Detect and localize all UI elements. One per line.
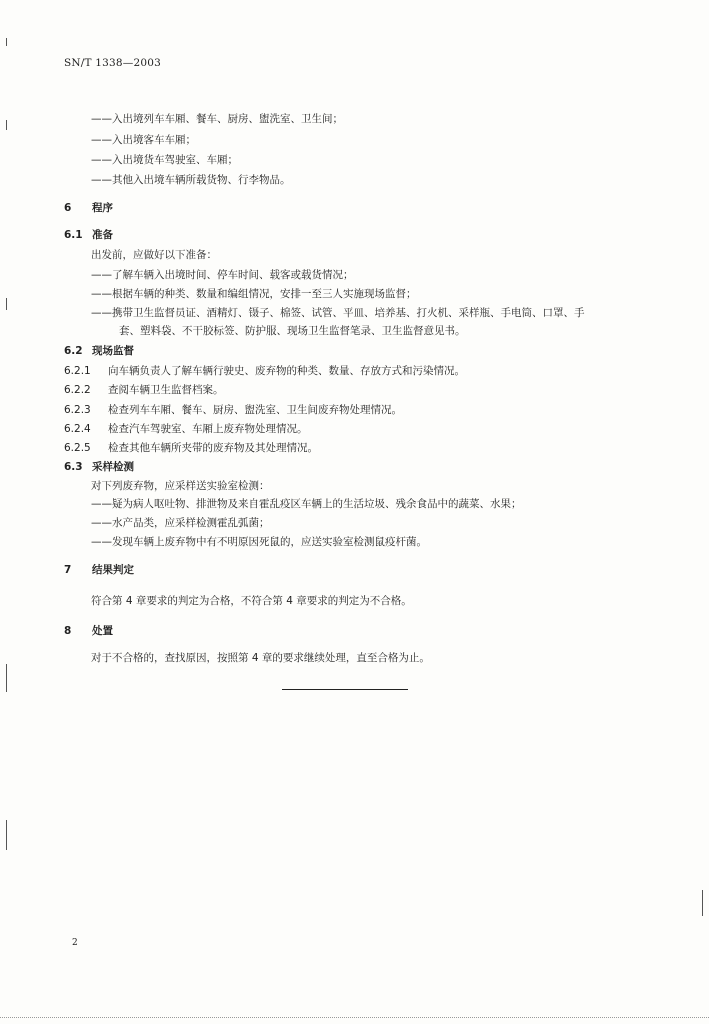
section-number: 8: [64, 625, 72, 637]
clause-number: 6.2.4: [64, 423, 91, 435]
section-title: 结果判定: [92, 564, 134, 576]
clause: [64, 422, 308, 436]
scan-mark: [6, 664, 7, 692]
list-item: ——入出境货车驾驶室、车厢；: [91, 154, 238, 166]
clause-number: 6.2.3: [64, 404, 91, 416]
section-8-heading: [64, 624, 113, 638]
clause-text: 向车辆负责人了解车辆行驶史、废弃物的种类、数量、存放方式和污染情况。: [108, 365, 465, 377]
end-rule: [282, 689, 408, 690]
list-item: ——了解车辆入出境时间、停车时间、载客或载货情况；: [91, 269, 354, 281]
list-item: ——水产品类，应采样检测霍乱弧菌；: [91, 517, 270, 529]
clause-text: 查阅车辆卫生监督档案。: [108, 384, 224, 396]
list-item: ——根据车辆的种类、数量和编组情况，安排一至三人实施现场监督；: [91, 288, 417, 300]
list-item: ——发现车辆上废弃物中有不明原因死鼠的，应送实验室检测鼠疫杆菌。: [91, 536, 427, 548]
section-6-2-heading: [64, 344, 134, 358]
paragraph: 对下列废弃物，应采样送实验室检测：: [91, 480, 270, 492]
section-6-1-heading: [64, 228, 113, 242]
paragraph: 符合第 4 章要求的判定为合格，不符合第 4 章要求的判定为不合格。: [91, 595, 412, 607]
clause-number: 6.2.1: [64, 365, 91, 377]
section-number: 6.2: [64, 345, 83, 357]
clause: [64, 364, 465, 378]
section-title: 处置: [92, 625, 113, 637]
list-item: ——入出境客车车厢；: [91, 134, 196, 146]
clause: [64, 403, 402, 417]
list-item: ——疑为病人呕吐物、排泄物及来自霍乱疫区车辆上的生活垃圾、残余食品中的蔬菜、水果；: [91, 498, 522, 510]
clause: [64, 383, 224, 397]
scan-mark: [6, 120, 7, 130]
section-number: 6.1: [64, 229, 83, 241]
clause-number: 6.2.5: [64, 442, 91, 454]
scan-mark: [6, 38, 7, 46]
section-6-3-heading: [64, 460, 134, 474]
scan-mark: [6, 298, 7, 310]
standard-code-header: SN/T 1338—2003: [64, 57, 162, 69]
section-number: 7: [64, 564, 72, 576]
paragraph: 出发前，应做好以下准备：: [91, 249, 217, 261]
scan-mark: [6, 820, 7, 850]
section-7-heading: [64, 563, 134, 577]
clause-text: 检查汽车驾驶室、车厢上废弃物处理情况。: [108, 423, 308, 435]
page-number: 2: [72, 938, 78, 948]
section-number: 6.3: [64, 461, 83, 473]
section-title: 程序: [92, 202, 113, 214]
clause: [64, 441, 318, 455]
scan-edge: [0, 1017, 709, 1018]
list-item: ——其他入出境车辆所载货物、行李物品。: [91, 174, 291, 186]
list-item-continuation: 套、塑料袋、不干胶标签、防护服、现场卫生监督笔录、卫生监督意见书。: [119, 325, 466, 337]
section-6-heading: [64, 201, 113, 215]
section-title: 现场监督: [92, 345, 134, 357]
section-number: 6: [64, 202, 72, 214]
clause-text: 检查其他车辆所夹带的废弃物及其处理情况。: [108, 442, 318, 454]
list-item: ——携带卫生监督员证、酒精灯、镊子、棉签、试管、平皿、培养基、打火机、采样瓶、手电筒、口罩、手: [91, 307, 585, 319]
paragraph: 对于不合格的，查找原因，按照第 4 章的要求继续处理，直至合格为止。: [91, 652, 430, 664]
scan-mark: [702, 890, 703, 916]
section-title: 采样检测: [92, 461, 134, 473]
clause-text: 检查列车车厢、餐车、厨房、盥洗室、卫生间废弃物处理情况。: [108, 404, 402, 416]
clause-number: 6.2.2: [64, 384, 91, 396]
section-title: 准备: [92, 229, 113, 241]
list-item: ——入出境列车车厢、餐车、厨房、盥洗室、卫生间；: [91, 113, 343, 125]
